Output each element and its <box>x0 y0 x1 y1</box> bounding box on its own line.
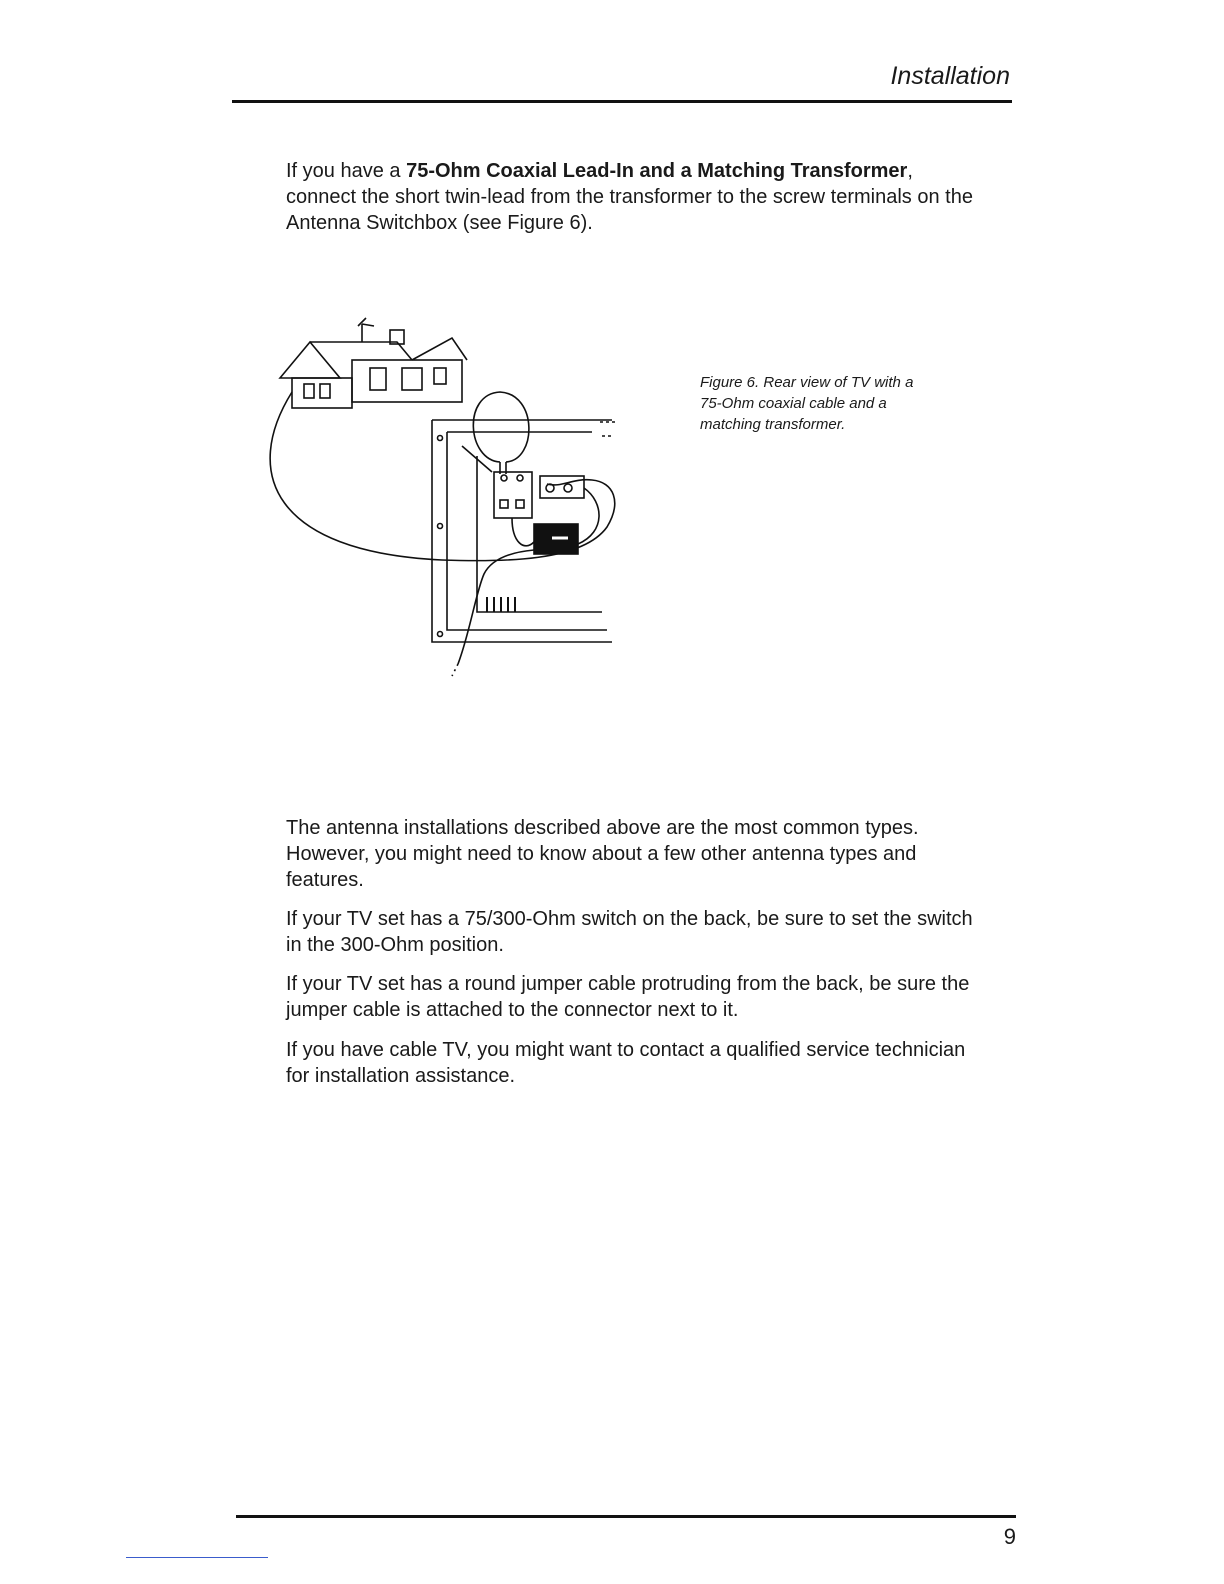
body-paragraph-3: If your TV set has a round jumper cable protruding from the back, be sure the jumper cable is attached to the connector next to it. <box>286 973 970 1021</box>
figure-caption: Figure 6. Rear view of TV with a 75-Ohm coaxial cable and a matching transformer. <box>700 374 914 433</box>
loop-antenna <box>473 392 529 462</box>
header-rule <box>232 100 1012 103</box>
antenna-switchbox <box>494 472 532 518</box>
intro-prefix: If you have a <box>286 160 407 182</box>
figure-6-illustration <box>262 312 642 684</box>
section-title: Installation <box>890 62 1010 90</box>
intro-bold-phrase: 75-Ohm Coaxial Lead-In and a Matching Transformer <box>406 160 908 182</box>
matching-transformer <box>540 476 584 498</box>
scan-edge-line <box>126 1557 268 1558</box>
footer-rule <box>236 1515 1016 1518</box>
body-paragraph-2: If your TV set has a 75/300-Ohm switch on the back, be sure to set the switch in the 300-Ohm position. <box>286 908 973 956</box>
house-illustration <box>280 318 467 408</box>
intro-suffix: , connect the short twin-lead from the transformer to the screw terminals on the Antenna Switchbox (see Figure 6). <box>286 160 973 234</box>
body-paragraph-1: The antenna installations described above are the most common types. However, you might need to know about a few other antenna types and features. <box>286 817 919 891</box>
page-number: 9 <box>1003 1524 1016 1549</box>
body-paragraph-4: If you have cable TV, you might want to contact a qualified service technician for installation assistance. <box>286 1039 966 1087</box>
tv-rear-panel <box>432 420 618 642</box>
intro-paragraph <box>286 158 986 236</box>
